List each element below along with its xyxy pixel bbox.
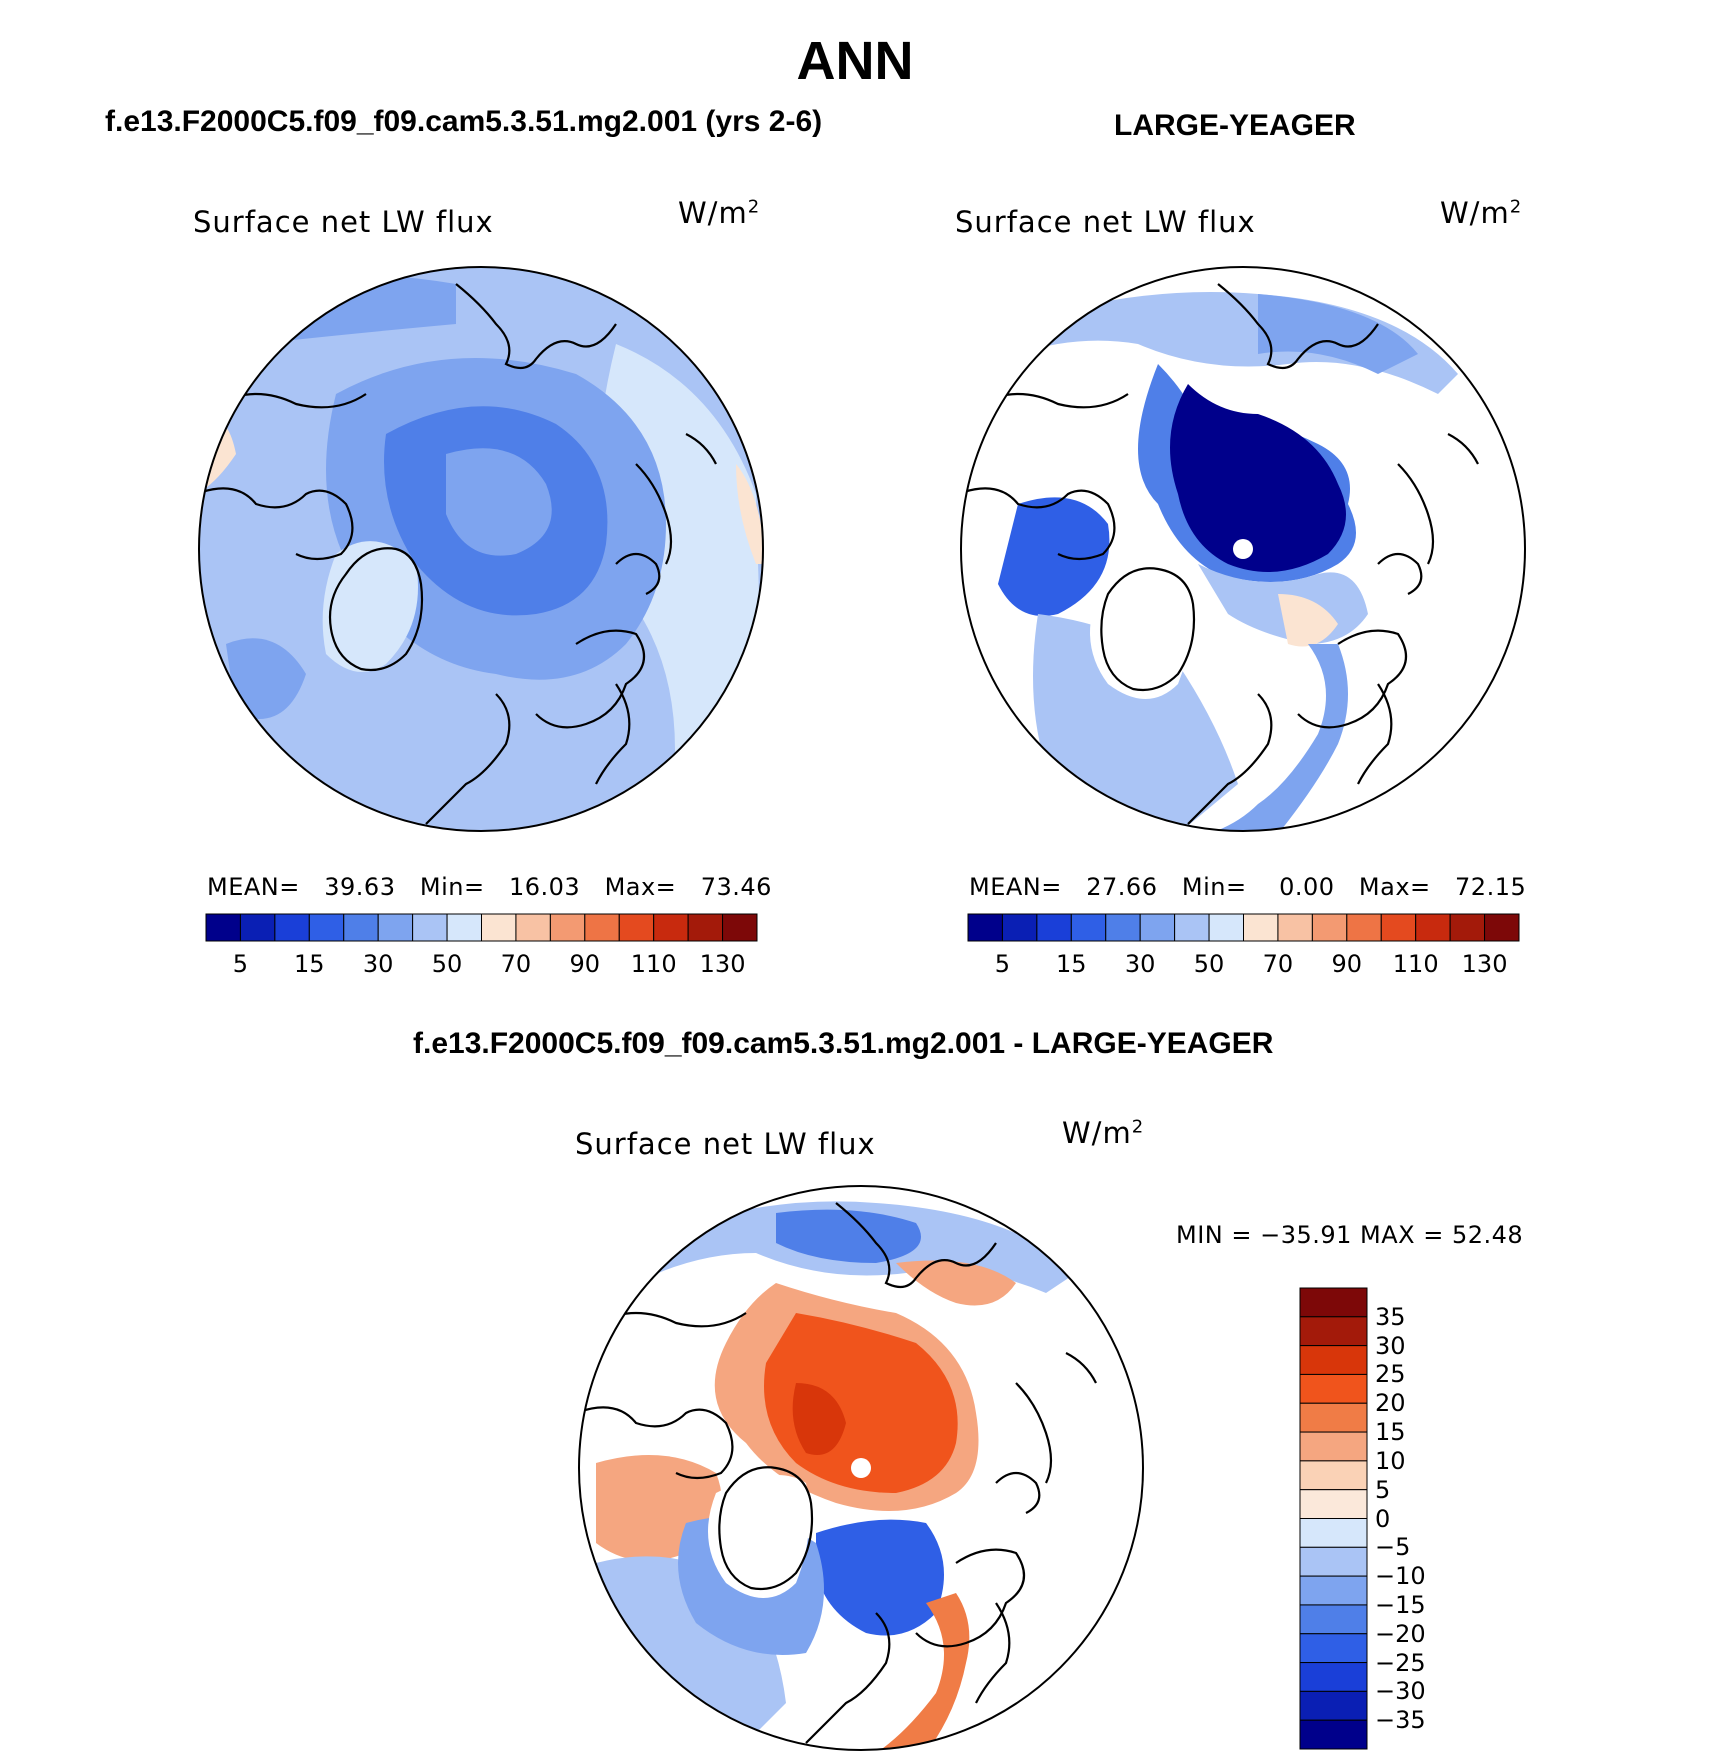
model-field-warm-patch-se: [731, 684, 752, 744]
model-colorbar-swatch: [309, 914, 343, 941]
obs-colorbar-swatch: [1037, 914, 1071, 941]
model-colorbar-swatch: [516, 914, 550, 941]
obs-units-label: $W/m^2$: [1440, 196, 1523, 230]
model-polar-map: [196, 264, 766, 834]
diff-colorbar-tick-label: −30: [1375, 1677, 1426, 1706]
diff-colorbar-tick-label: 15: [1375, 1418, 1406, 1447]
model-units-label: $W/m^2$: [678, 196, 761, 230]
obs-max-value: 72.15: [1455, 873, 1527, 901]
diff-minmax: MIN = −35.91 MAX = 52.48: [1176, 1221, 1524, 1249]
obs-colorbar-swatch: [1140, 914, 1174, 941]
obs-polar-map: [958, 264, 1528, 834]
model-variable-label: Surface net LW flux: [193, 205, 494, 239]
diff-colorbar-swatch: [1300, 1403, 1367, 1432]
model-colorbar-swatch: [585, 914, 619, 941]
diff-colorbar-swatch: [1300, 1605, 1367, 1634]
diff-colorbar-swatch: [1300, 1691, 1367, 1720]
obs-colorbar-swatch: [968, 914, 1002, 941]
obs-mean-label: MEAN=: [969, 873, 1062, 901]
obs-colorbar-tick-label: 130: [1461, 950, 1508, 978]
obs-colorbar-swatch: [1244, 914, 1278, 941]
model-colorbar-tick-label: 30: [362, 950, 394, 978]
obs-max-label: Max=: [1358, 873, 1431, 901]
obs-colorbar-tick-label: 5: [994, 950, 1011, 978]
obs-colorbar-swatch: [1450, 914, 1484, 941]
obs-colorbar-swatch: [1312, 914, 1346, 941]
model-mean-value: 39.63: [324, 873, 396, 901]
diff-colorbar-swatch: [1300, 1490, 1367, 1519]
diff-colorbar-swatch: [1300, 1346, 1367, 1375]
diff-colorbar-tick-label: −20: [1375, 1619, 1426, 1648]
model-min-value: 16.03: [508, 873, 581, 901]
diff-colorbar-ticks: [1375, 1288, 1475, 1749]
obs-colorbar-swatch: [1106, 914, 1140, 941]
model-colorbar-swatch: [688, 914, 722, 941]
diff-colorbar-swatch: [1300, 1576, 1367, 1605]
diff-polar-map: [576, 1183, 1146, 1753]
obs-colorbar-swatch: [1278, 914, 1312, 941]
model-colorbar-swatch: [654, 914, 688, 941]
model-colorbar-swatch: [619, 914, 653, 941]
diff-colorbar-swatch: [1300, 1374, 1367, 1403]
obs-colorbar-tick-label: 110: [1392, 950, 1439, 978]
model-colorbar-tick-label: 15: [294, 950, 325, 978]
model-colorbar-swatch: [275, 914, 309, 941]
diff-colorbar-swatch: [1300, 1288, 1367, 1317]
obs-colorbar-tick-label: 70: [1262, 950, 1294, 978]
obs-colorbar-tick-label: 15: [1056, 950, 1087, 978]
model-colorbar-swatch: [447, 914, 481, 941]
diff-colorbar-tick-label: −35: [1375, 1706, 1426, 1735]
model-stats: [207, 873, 772, 901]
obs-colorbar-swatch: [1416, 914, 1450, 941]
obs-colorbar-swatch: [1175, 914, 1209, 941]
model-colorbar-tick-label: 130: [699, 950, 746, 978]
diff-case-title: f.e13.F2000C5.f09_f09.cam5.3.51.mg2.001 - LARGE-YEAGER: [413, 1027, 1274, 1060]
diff-colorbar-tick-label: 35: [1375, 1302, 1406, 1331]
obs-colorbar-swatch: [1485, 914, 1519, 941]
model-max-value: 73.46: [700, 873, 772, 901]
model-colorbar-tick-label: 5: [232, 950, 249, 978]
model-colorbar-swatch: [413, 914, 447, 941]
diff-colorbar-swatch: [1300, 1720, 1367, 1749]
obs-colorbar-swatch: [1347, 914, 1381, 941]
model-colorbar-tick-label: 70: [500, 950, 532, 978]
model-colorbar-tick-label: 50: [431, 950, 463, 978]
obs-colorbar-swatch: [1209, 914, 1243, 941]
diff-colorbar-tick-label: 30: [1375, 1331, 1406, 1360]
model-colorbar-tick-label: 110: [630, 950, 677, 978]
obs-mean-value: 27.66: [1086, 873, 1158, 901]
obs-case-title: LARGE-YEAGER: [1114, 109, 1356, 142]
model-colorbar-swatch: [378, 914, 412, 941]
diff-colorbar-swatch: [1300, 1461, 1367, 1490]
model-colorbar: [206, 914, 757, 941]
diff-colorbar-tick-label: 5: [1375, 1475, 1391, 1504]
diff-variable-label: Surface net LW flux: [575, 1127, 876, 1161]
diff-colorbar-tick-label: −5: [1375, 1533, 1411, 1562]
model-colorbar-swatch: [550, 914, 584, 941]
obs-colorbar-swatch: [1002, 914, 1036, 941]
diff-colorbar-tick-label: −25: [1375, 1648, 1426, 1677]
model-mean-label: MEAN=: [207, 873, 300, 901]
model-colorbar-tick-label: 90: [569, 950, 601, 978]
diff-colorbar-swatch: [1300, 1547, 1367, 1576]
obs-colorbar-swatch: [1381, 914, 1415, 941]
diff-pole-hole: [851, 1458, 871, 1478]
diff-colorbar-swatch: [1300, 1663, 1367, 1692]
model-min-label: Min=: [419, 873, 485, 901]
obs-min-value: 0.00: [1279, 873, 1335, 901]
diff-colorbar-tick-label: 0: [1375, 1504, 1391, 1533]
model-colorbar-ticks: [206, 950, 757, 980]
obs-colorbar-ticks: [968, 950, 1519, 980]
model-colorbar-swatch: [482, 914, 516, 941]
model-colorbar-swatch: [240, 914, 274, 941]
diff-colorbar-tick-label: −10: [1375, 1562, 1426, 1591]
diff-colorbar-swatch: [1300, 1317, 1367, 1346]
model-max-label: Max=: [604, 873, 677, 901]
model-case-title: f.e13.F2000C5.f09_f09.cam5.3.51.mg2.001 (yrs 2-6): [105, 105, 823, 138]
model-colorbar-swatch: [206, 914, 240, 941]
diff-colorbar-tick-label: −15: [1375, 1590, 1426, 1619]
obs-min-label: Min=: [1181, 873, 1247, 901]
obs-colorbar: [968, 914, 1519, 941]
main-title: ANN: [796, 31, 914, 91]
obs-pole-hole: [1233, 539, 1253, 559]
diff-colorbar-swatch: [1300, 1634, 1367, 1663]
obs-variable-label: Surface net LW flux: [955, 205, 1256, 239]
diff-colorbar-swatch: [1300, 1519, 1367, 1548]
diff-units-label: $W/m^2$: [1062, 1116, 1145, 1150]
diff-colorbar: [1300, 1288, 1367, 1749]
obs-colorbar-tick-label: 50: [1193, 950, 1225, 978]
diff-colorbar-tick-label: 10: [1375, 1446, 1406, 1475]
obs-colorbar-tick-label: 90: [1331, 950, 1363, 978]
model-colorbar-swatch: [723, 914, 757, 941]
diff-colorbar-tick-label: 20: [1375, 1389, 1406, 1418]
model-colorbar-swatch: [344, 914, 378, 941]
obs-colorbar-tick-label: 30: [1124, 950, 1156, 978]
obs-colorbar-swatch: [1071, 914, 1105, 941]
diff-colorbar-swatch: [1300, 1432, 1367, 1461]
obs-stats: [969, 873, 1526, 901]
diff-colorbar-tick-label: 25: [1375, 1360, 1406, 1389]
